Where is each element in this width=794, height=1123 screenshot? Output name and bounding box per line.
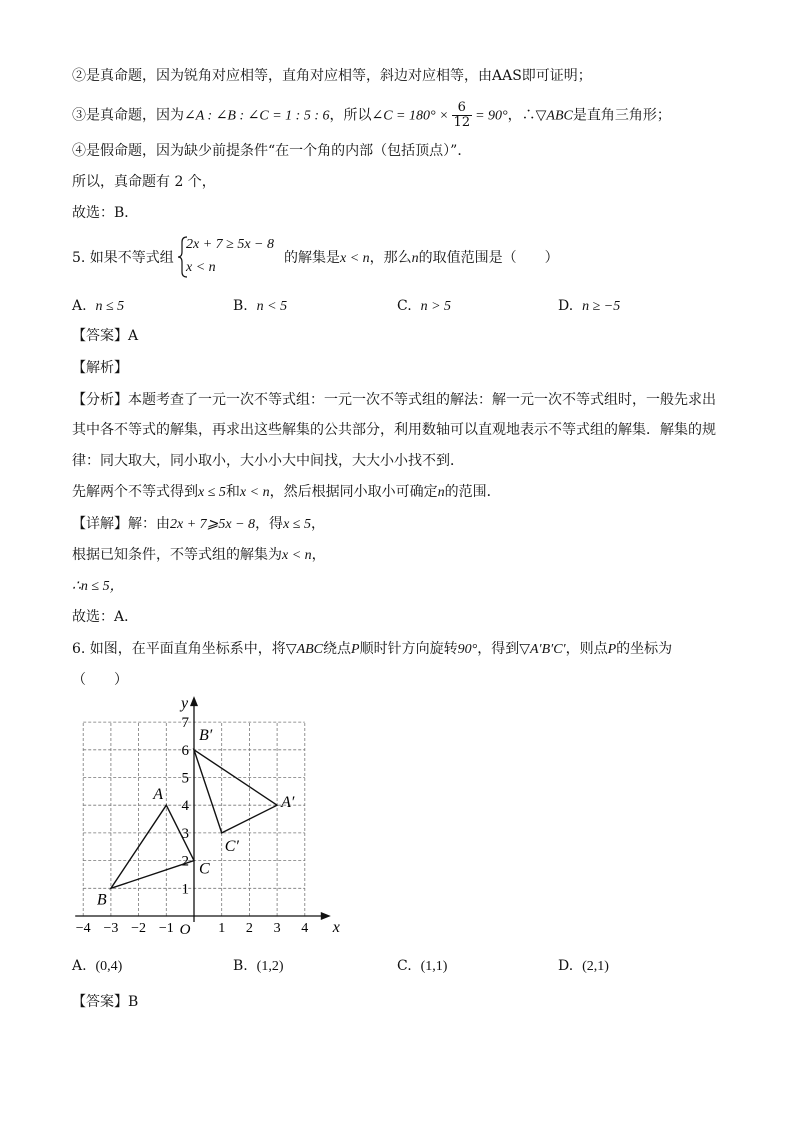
vertex-label-b-prime: B′	[199, 726, 213, 744]
vertex-label-b: B	[96, 891, 107, 909]
x-tick-label: −1	[158, 921, 174, 936]
triangle-a1b1c1	[194, 750, 277, 833]
x-tick-label: −2	[131, 921, 147, 936]
y-tick-label: 7	[181, 715, 189, 732]
q6-option-a: A. (0,4)	[72, 958, 123, 974]
x-tick-label: 4	[301, 921, 309, 936]
y-tick-label: 5	[181, 770, 189, 787]
q6-option-b: B. (1,2)	[233, 958, 284, 974]
q5-stem: 5. 如果不等式组	[72, 250, 174, 266]
y-tick-label: 6	[181, 742, 189, 759]
origin-label: O	[179, 922, 191, 938]
q5-fenxi-1: 【分析】本题考查了一元一次不等式组：一元一次不等式组的解法：解一元一次不等式组时，一般先求出	[72, 392, 716, 408]
q5-answer: 【答案】A	[72, 328, 139, 344]
text-line-choice: 故选：B．	[72, 205, 139, 221]
q5-fenxi-3: 律：同大取大，同小取小，大小小大中间找，大大小小找不到．	[72, 453, 464, 469]
q6-option-c: C. (1,1)	[397, 958, 448, 974]
q5-option-d: D. n ≥ −5	[558, 298, 621, 314]
q5-option-c: C. n > 5	[397, 298, 452, 314]
text-line-2: ②是真命题，因为锐角对应相等，直角对应相等，斜边对应相等，由AAS即可证明；	[72, 68, 592, 84]
q5-detail-4: 故选：A．	[72, 609, 139, 625]
x-tick-label: 2	[245, 921, 253, 936]
q6-option-d: D. (2,1)	[558, 958, 609, 974]
vertex-label-a: A	[153, 786, 164, 804]
q6-answer: 【答案】B	[72, 994, 139, 1010]
q5-detail-1: 【详解】解：由2x + 7⩾5x − 8，得x ≤ 5，	[72, 516, 325, 532]
y-tick-label: 2	[181, 853, 189, 870]
q5-fenxi-2: 其中各不等式的解集，再求出这些解集的公共部分，利用数轴可以直观地表示不等式组的解集．解集的规	[72, 422, 716, 438]
q6-stem-bracket: （ ）	[72, 672, 128, 688]
x-axis-arrow	[321, 912, 331, 920]
x-tick-label: 1	[218, 921, 226, 936]
text-line-3: ③是真命题，因为∠A : ∠B : ∠C = 1 : 5 : 6，所以∠C = 180° × $\frac{6}{12}$ = 90°，∴▽ABC是直角三角形；	[72, 100, 671, 130]
y-tick-label: 3	[181, 825, 189, 842]
text-line-4: ④是假命题，因为缺少前提条件“在一个角的内部（包括顶点）”．	[72, 143, 472, 159]
q6-stem: 6. 如图，在平面直角坐标系中，将▽ABC绕点P顺时针方向旋转90°，得到▽A′B′C′，则点P的坐标为	[72, 641, 673, 657]
coordinate-figure	[60, 695, 350, 945]
triangle-abc	[111, 805, 194, 888]
fraction: $\frac{6}{12}$	[453, 100, 471, 130]
q5-option-b: B. n < 5	[233, 298, 288, 314]
x-tick-label: −3	[103, 921, 119, 936]
y-tick-label: 4	[181, 798, 189, 815]
system-eq-1: 2x + 7 ≥ 5x − 8	[186, 237, 275, 252]
q5-analysis-tag: 【解析】	[72, 360, 128, 376]
x-tick-label: 3	[273, 921, 281, 936]
q5-fenxi-4: 先解两个不等式得到x ≤ 5和x < n，然后根据同小取小可确定n的范围．	[72, 484, 501, 500]
text-line-summary: 所以，真命题有 2 个，	[72, 174, 216, 190]
q5-detail-2: 根据已知条件，不等式组的解集为x < n，	[72, 547, 326, 563]
vertex-label-c-prime: C′	[224, 837, 239, 855]
q5-detail-3: ∴n ≤ 5，	[72, 579, 124, 594]
vertex-label-a-prime: A′	[281, 794, 295, 812]
y-axis-label: y	[181, 695, 189, 713]
q5-option-a: A. n ≤ 5	[72, 298, 125, 314]
system-eq-2: x < n	[186, 260, 216, 275]
y-tick-label: 1	[181, 881, 189, 898]
x-axis-label: x	[332, 919, 340, 936]
q5-stem-tail: 的解集是x < n，那么n的取值范围是（ ）	[284, 250, 559, 266]
y-axis-arrow	[190, 696, 198, 706]
x-tick-label: −4	[75, 921, 91, 936]
vertex-label-c: C	[199, 860, 210, 878]
